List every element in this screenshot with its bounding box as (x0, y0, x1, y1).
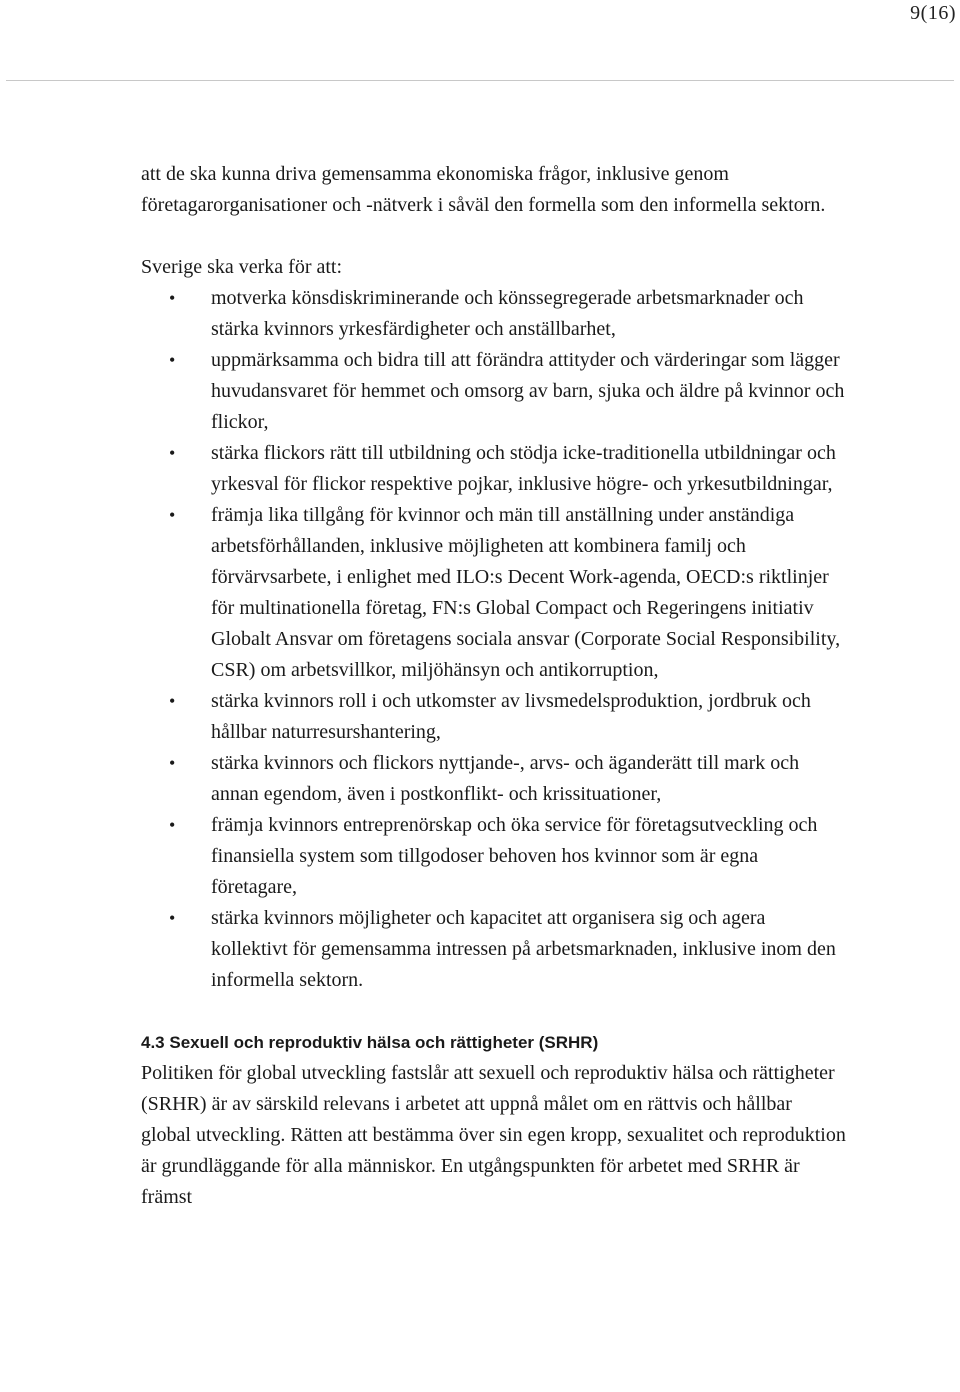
list-item (141, 686, 846, 748)
bullet-icon: • (169, 505, 176, 525)
list-item-text: stärka flickors rätt till utbildning och stödja icke-traditionella utbildningar och yrkesval för flickor respektive pojkar, inklusive högre- och yrkesutbildningar, (211, 442, 836, 495)
list-item (141, 810, 846, 903)
bullet-icon: • (169, 815, 176, 835)
bullet-list (141, 283, 846, 996)
bullet-icon: • (169, 691, 176, 711)
list-intro: Sverige ska verka för att: (141, 256, 343, 278)
list-item (141, 500, 846, 686)
section-paragraph: Politiken för global utveckling fastslår att sexuell och reproduktiv hälsa och rättigheter (SRHR) är av särskild relevans i arbetet att uppnå målet om en rättvis och hållbar global utveckling. Rätten att bestämma över sin egen kropp, sexualitet och reproduktion är grundläggande för alla människor. En utgångspunkten för arbetet med SRHR är främst (141, 1062, 846, 1208)
bullet-icon: • (169, 908, 176, 928)
list-item-text: främja lika tillgång för kvinnor och män till anställning under anständiga arbetsförhållanden, inklusive möjligheten att kombinera familj och förvärvsarbete, i enlighet med ILO:s Decent Work-agenda, OECD:s riktlinjer för multinationella företag, FN:s Global Compact och Regeringens initiativ Globalt Ansvar om företagens sociala ansvar (Corporate Social Responsibility, CSR) om arbetsvillkor, miljöhänsyn och antikorruption, (211, 504, 841, 681)
page-number: 9(16) (910, 2, 956, 24)
bullet-icon: • (169, 753, 176, 773)
bullet-icon: • (169, 443, 176, 463)
bullet-icon: • (169, 288, 176, 308)
list-item-text: motverka könsdiskriminerande och könssegregerade arbetsmarknader och stärka kvinnors yrkesfärdigheter och anställbarhet, (211, 287, 804, 340)
list-item-text: stärka kvinnors roll i och utkomster av livsmedelsproduktion, jordbruk och hållbar naturresurshantering, (211, 690, 811, 743)
list-item (141, 903, 846, 996)
list-item (141, 283, 846, 345)
bullet-icon: • (169, 350, 176, 370)
intro-paragraph: att de ska kunna driva gemensamma ekonomiska frågor, inklusive genom företagarorganisationer och -nätverk i såväl den formella som den informella sektorn. (141, 163, 826, 216)
list-item-text: stärka kvinnors möjligheter och kapacitet att organisera sig och agera kollektivt för gemensamma intressen på arbetsmarknaden, inklusive inom den informella sektorn. (211, 907, 836, 991)
list-item-text: stärka kvinnors och flickors nyttjande-, arvs- och äganderätt till mark och annan egendom, även i postkonflikt- och krissituationer, (211, 752, 800, 805)
list-item-text: främja kvinnors entreprenörskap och öka service för företagsutveckling och finansiella system som tillgodoser behoven hos kvinnor som är egna företagare, (211, 814, 818, 898)
list-item (141, 438, 846, 500)
list-item-text: uppmärksamma och bidra till att förändra attityder och värderingar som lägger huvudansvaret för hemmet och omsorg av barn, sjuka och äldre på kvinnor och flickor, (211, 349, 845, 433)
list-item (141, 748, 846, 810)
section-heading: 4.3 Sexuell och reproduktiv hälsa och rättigheter (SRHR) (141, 1033, 599, 1052)
header-divider (6, 80, 954, 81)
document-body (141, 159, 846, 1213)
list-item (141, 345, 846, 438)
